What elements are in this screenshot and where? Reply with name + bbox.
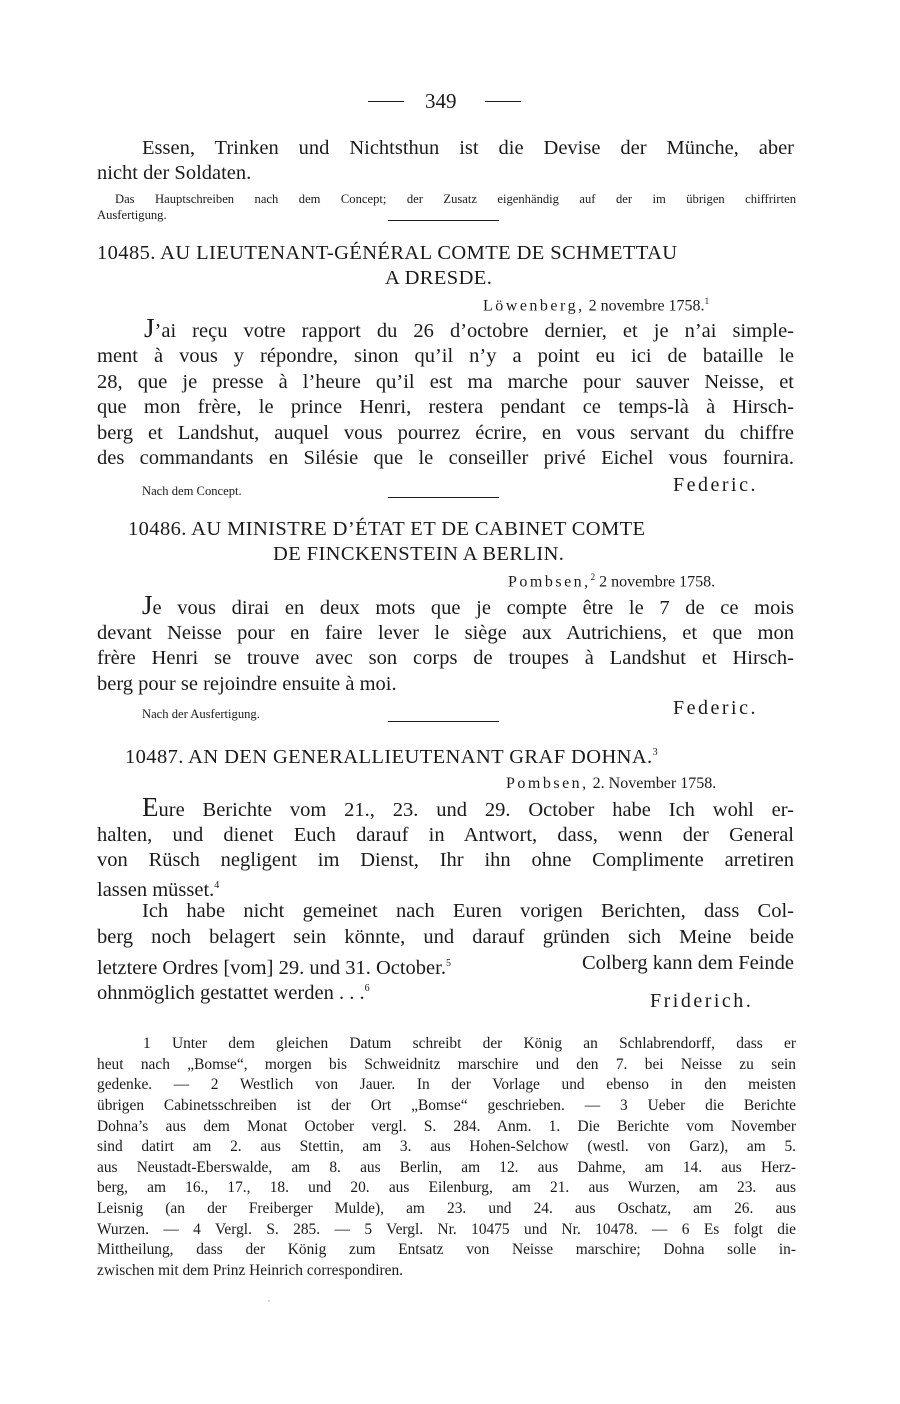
- letter-heading-text: 10487. AN DEN GENERALLIEUTENANT GRAF DOHNA.: [125, 746, 653, 768]
- body-line: berg pour se rejoindre ensuite à moi.: [97, 673, 397, 695]
- footnote-ref: 2: [590, 572, 596, 582]
- footnote-line: sind datirt am 2. aus Stettin, am 3. aus Hohen-Selchow (westl. von Garz), am 5.: [97, 1138, 796, 1155]
- body-line: Ich habe nicht gemeinet nach Euren vorigen Berichten, dass Col-: [142, 900, 794, 922]
- letter-heading: [125, 746, 658, 769]
- body-line: que mon frère, le prince Henri, restera pendant ce temps-là à Hirsch-: [97, 396, 794, 418]
- body-line: frère Henri se trouve avec son corps de troupes à Landshut et Hirsch-: [97, 647, 794, 669]
- source-note: Nach der Ausfertigung.: [142, 707, 260, 721]
- page-number-dash-right: [485, 101, 521, 102]
- page-number-dash-left: [368, 101, 404, 102]
- letter-heading-line2: A DRESDE.: [385, 267, 493, 289]
- letter-date: [508, 572, 715, 591]
- page-number: 349: [425, 89, 457, 113]
- initial-letter: J: [142, 590, 153, 620]
- letter-heading-line2: DE FINCKENSTEIN A BERLIN.: [273, 543, 565, 565]
- footnote-ref: 6: [364, 983, 370, 994]
- footnote-line: 1 Unter dem gleichen Datum schreibt der König an Schlabrendorff, dass er: [143, 1035, 796, 1052]
- footnote-line: zwischen mit dem Prinz Heinrich correspondiren.: [97, 1262, 404, 1279]
- initial-letter: J: [144, 313, 155, 343]
- footnote-ref: 5: [445, 958, 451, 969]
- body-text: ure Berichte vom 21., 23. und 29. October habe Ich wohl er-: [158, 799, 794, 821]
- body-text: ohnmöglich gestattet werden . . .: [97, 981, 365, 1004]
- separator-rule: [388, 497, 499, 498]
- body-line: [144, 313, 794, 345]
- body-line: halten, und dienet Euch darauf in Antwort, dass, wenn der General: [97, 824, 794, 846]
- source-note: Nach dem Concept.: [142, 484, 242, 498]
- body-line: [142, 792, 794, 824]
- letter-place: Löwenberg,: [483, 297, 585, 315]
- body-text: e vous dirai en deux mots que je compte être le 7 de ce mois: [152, 597, 794, 619]
- body-text: Colberg kann dem Feinde: [582, 952, 794, 974]
- footnote-line: gedenke. — 2 Westlich von Jauer. In der Vorlage und ebenso in den meisten: [97, 1076, 796, 1093]
- letter-date-text: 2 novembre 1758.: [584, 297, 705, 315]
- footnote-line: Wurzen. — 4 Vergl. S. 285. — 5 Vergl. Nr. 10475 und Nr. 10478. — 6 Es folgt die: [97, 1221, 796, 1238]
- source-note: Das Hauptschreiben nach dem Concept; der Zusatz eigenhändig auf der im übrigen chiffrirten: [115, 192, 796, 206]
- body-text: lassen müsset.: [97, 878, 215, 901]
- letter-date: [506, 775, 716, 793]
- body-line: 28, que je presse à l’heure qu’il est ma marche pour sauver Neisse, et: [97, 371, 794, 393]
- separator-rule: [388, 220, 499, 221]
- signature: Federic.: [673, 697, 758, 719]
- letter-heading: 10485. AU LIEUTENANT-GÉNÉRAL COMTE DE SCHMETTAU: [97, 242, 678, 264]
- letter-date-text: 2 novembre 1758.: [595, 573, 716, 591]
- body-line: ment à vous y répondre, sinon qu’il n’y a point eu ici de bataille le: [97, 345, 794, 367]
- footnote-line: berg, am 16., 17., 18. und 20. aus Eilenburg, am 21. aus Wurzen, am 23. aus: [97, 1179, 796, 1196]
- letter-place: Pombsen,: [506, 775, 589, 792]
- signature: Federic.: [673, 474, 758, 496]
- source-note: Ausfertigung.: [97, 208, 167, 222]
- body-line: berg et Landshut, auquel vous pourrez écrire, en vous servant du chiffre: [97, 422, 794, 444]
- footnote-line: Mittheilung, dass der König zum Entsatz von Neisse marschire; Dohna solle in-: [97, 1241, 796, 1258]
- body-line: devant Neisse pour en faire lever le siège aux Autrichiens, et que mon: [97, 622, 794, 644]
- body-line: [97, 976, 370, 1006]
- body-text-part: letztere Ordres [vom] 29. und 31. October.: [97, 956, 446, 979]
- body-line: von Rüsch negligent im Dienst, Ihr ihn ohne Complimente arretiren: [97, 849, 794, 871]
- footnote-line: Leisnig (an der Freiberger Mulde), am 23. und 24. aus Oschatz, am 26. aus: [97, 1200, 796, 1217]
- footnote-line: übrigen Cabinetsschreiben ist der Ort „Bomse“ geschrieben. — 3 Ueber die Berichte: [97, 1097, 796, 1114]
- footnote-line: aus Neustadt-Eberswalde, am 8. aus Berlin, am 12. aus Dahme, am 14. aus Herz-: [97, 1159, 796, 1176]
- letter-place: Pombsen,: [508, 573, 591, 591]
- letter-date: [483, 296, 709, 315]
- letter-heading: 10486. AU MINISTRE D’ÉTAT ET DE CABINET COMTE: [128, 518, 646, 540]
- body-line: berg noch belagert sein könnte, und darauf gründen sich Meine beide: [97, 926, 794, 948]
- body-line: nicht der Soldaten.: [97, 162, 252, 184]
- footnote-line: heut nach „Bomse“, morgen bis Schweidnitz marschire und den 7. bei Neisse zu sein: [97, 1056, 796, 1073]
- body-text: ’ai reçu votre rapport du 26 d’octobre dernier, et je n’ai simple-: [154, 320, 794, 342]
- body-line: Essen, Trinken und Nichtsthun ist die Devise der Münche, aber: [142, 137, 794, 159]
- footnote-ref: 1: [704, 296, 710, 306]
- letter-date-text: 2. November 1758.: [588, 775, 717, 792]
- separator-rule: [388, 721, 499, 722]
- initial-letter: E: [142, 792, 159, 822]
- speck: [268, 1300, 270, 1302]
- footnote-ref: 3: [652, 747, 658, 759]
- footnote-ref: 4: [214, 880, 220, 891]
- body-line: des commandants en Silésie que le conseiller privé Eichel vous fournira.: [97, 447, 794, 469]
- signature: Friderich.: [650, 990, 754, 1012]
- footnote-line: Dohna’s aus dem Monat October vergl. S. 284. Anm. 1. Die Berichte vom November: [97, 1118, 796, 1135]
- body-line: [142, 590, 794, 622]
